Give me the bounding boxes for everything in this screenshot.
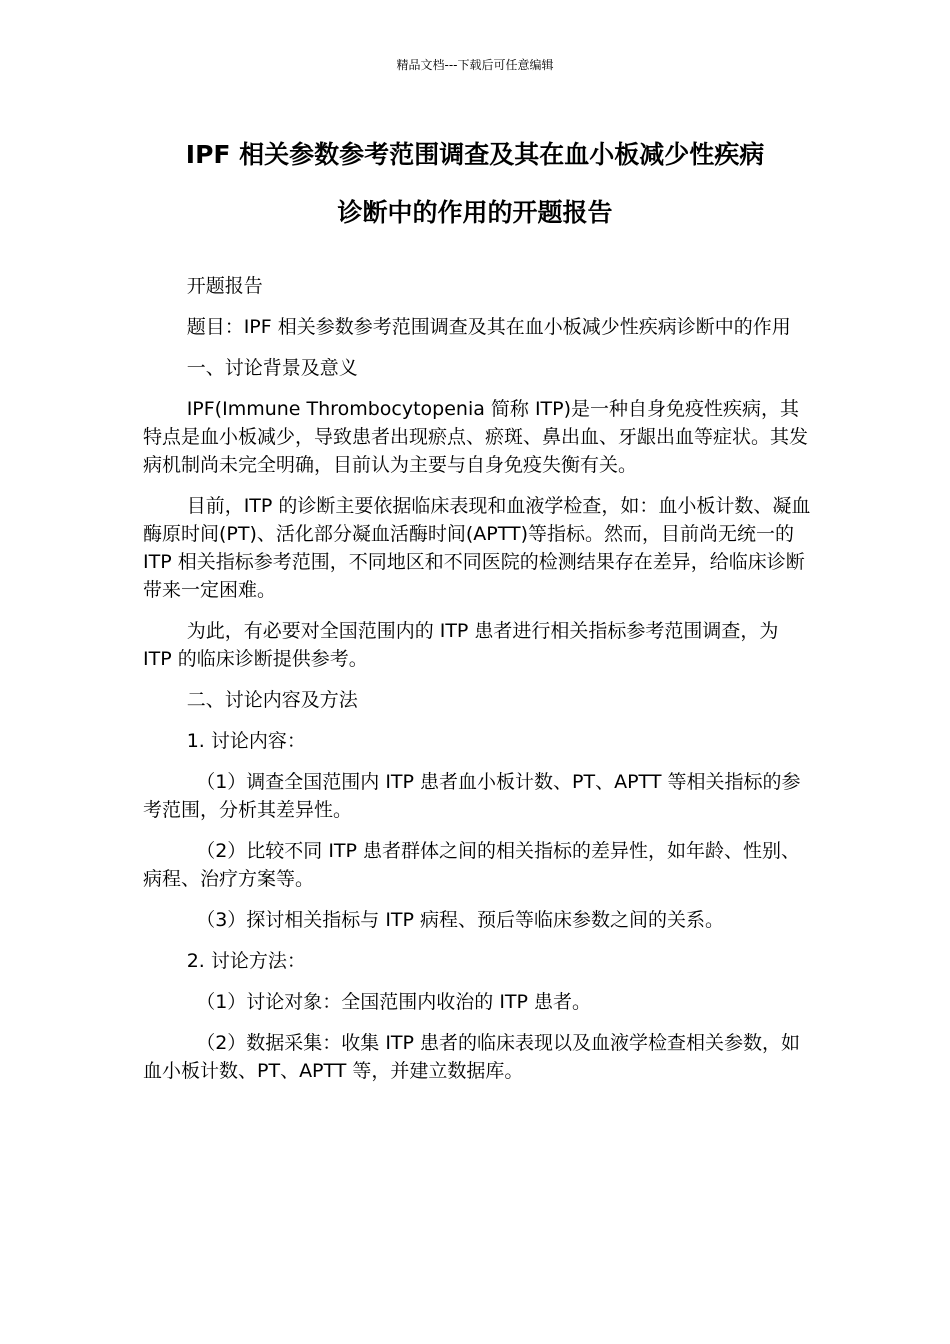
background-paragraph-3: 为此，有必要对全国范围内的 ITP 患者进行相关指标参考范围调查，为 ITP 的临床诊断提供参考。: [143, 620, 779, 670]
method-item-2: （2）数据采集：收集 ITP 患者的临床表现以及血液学检查相关参数，如血小板计数、PT、APTT 等，并建立数据库。: [143, 1032, 801, 1082]
method-item-1: （1）讨论对象：全国范围内收治的 ITP 患者。: [196, 991, 592, 1013]
background-paragraph-1: IPF(Immune Thrombocytopenia 简称 ITP)是一种自身免疫性疾病，其特点是血小板减少，导致患者出现瘀点、瘀斑、鼻出血、牙龈出血等症状。其发病机制尚未完全明确，目前认为主要与自身免疫失衡有关。: [143, 398, 809, 476]
document-body: [143, 272, 811, 1098]
section-label-report: 开题报告: [186, 275, 263, 297]
topic-paragraph: 题目：IPF 相关参数参考范围调查及其在血小板减少性疾病诊断中的作用: [186, 316, 791, 338]
background-paragraph-2: 目前，ITP 的诊断主要依据临床表现和血液学检查，如：血小板计数、凝血酶原时间(PT)、活化部分凝血活酶时间(APTT)等指标。然而，目前尚无统一的 ITP 相关指标参考范围，不同地区和不同医院的检测结果存在差异，给临床诊断带来一定困难。: [143, 495, 811, 601]
content-item-3: （3）探讨相关指标与 ITP 病程、预后等临床参数之间的关系。: [196, 909, 725, 931]
heading-background: 一、讨论背景及意义: [186, 357, 358, 379]
subheading-methods: 2. 讨论方法：: [186, 950, 306, 972]
document-title-line-1: IPF 相关参数参考范围调查及其在血小板减少性疾病: [185, 140, 765, 169]
document-title-line-2: 诊断中的作用的开题报告: [337, 198, 613, 227]
content-item-1: （1）调查全国范围内 ITP 患者血小板计数、PT、APTT 等相关指标的参考范围，分析其差异性。: [143, 771, 801, 821]
content-item-2: （2）比较不同 ITP 患者群体之间的相关指标的差异性，如年龄、性别、病程、治疗方案等。: [143, 840, 801, 890]
subheading-content: 1. 讨论内容：: [186, 730, 306, 752]
heading-content-methods: 二、讨论内容及方法: [186, 689, 358, 711]
header-note: 精品文档---下载后可任意编辑: [396, 58, 554, 72]
